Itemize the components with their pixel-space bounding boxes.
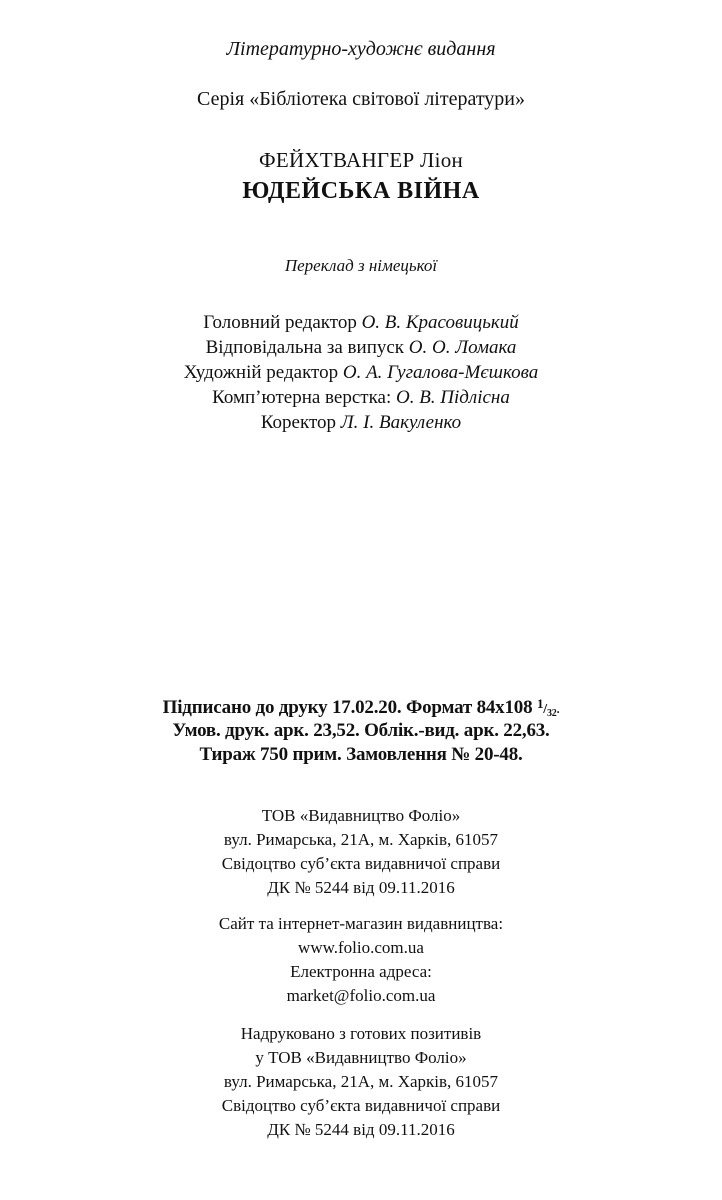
format-fraction-denominator: 32 (546, 708, 557, 719)
print-sheets-line: Умов. друк. арк. 23,52. Облік.-вид. арк. 22,63. (172, 720, 550, 741)
website-label: Сайт та інтернет-магазин видавництва: (218, 914, 504, 933)
credit-role: Комп’ютерна верстка: (212, 387, 392, 408)
print-run-line: Тираж 750 прим. Замовлення № 20-48. (199, 744, 523, 765)
printer-line: вул. Римарська, 21А, м. Харків, 61057 (223, 1072, 499, 1091)
printer-line: Свідоцтво суб’єкта видавничої справи (221, 1096, 501, 1115)
credit-line (0, 412, 722, 434)
genre-label: Літературно-художнє видання (226, 38, 496, 60)
author-name: ФЕЙХТВАНГЕР Ліон (258, 148, 464, 172)
publisher-line: ТОВ «Видавництво Фоліо» (261, 806, 461, 825)
email-link[interactable]: market@folio.com.ua (286, 986, 436, 1005)
credit-line (0, 312, 722, 334)
credit-role: Відповідальна за випуск (205, 337, 405, 358)
website-link[interactable]: www.folio.com.ua (298, 938, 424, 957)
publisher-line: вул. Римарська, 21А, м. Харків, 61057 (223, 830, 499, 849)
credit-role: Художній редактор (183, 362, 339, 383)
credit-name: Л. І. Вакуленко (340, 412, 462, 433)
printer-line: у ТОВ «Видавництво Фоліо» (255, 1048, 467, 1067)
series-label: Серія «Бібліотека світової літератури» (196, 88, 526, 110)
book-title: ЮДЕЙСЬКА ВІЙНА (242, 178, 480, 204)
credit-line (0, 387, 722, 409)
credit-role: Коректор (260, 412, 337, 433)
credit-role: Головний редактор (203, 312, 357, 333)
publisher-line: Свідоцтво суб’єкта видавничої справи (221, 854, 501, 873)
fraction-slash: / (543, 702, 547, 717)
print-spec-text: Підписано до друку 17.02.20. Формат 84х108 (162, 697, 533, 718)
credit-name: О. О. Ломака (408, 337, 517, 358)
credit-line (0, 362, 722, 384)
fraction-end: . (556, 702, 560, 716)
publisher-line: ДК № 5244 від 09.11.2016 (267, 878, 455, 897)
email-label: Електронна адреса: (290, 962, 432, 981)
format-fraction-numerator: 1 (536, 696, 544, 711)
credit-name: О. В. Підлісна (395, 387, 510, 408)
credit-line (0, 337, 722, 359)
printer-line: ДК № 5244 від 09.11.2016 (267, 1120, 455, 1139)
print-spec-line (0, 696, 722, 719)
credit-name: О. А. Гугалова-Мєшкова (342, 362, 539, 383)
printer-line: Надруковано з готових позитивів (240, 1024, 482, 1043)
translation-note: Переклад з німецької (284, 256, 438, 275)
credit-name: О. В. Красовицький (361, 312, 519, 333)
